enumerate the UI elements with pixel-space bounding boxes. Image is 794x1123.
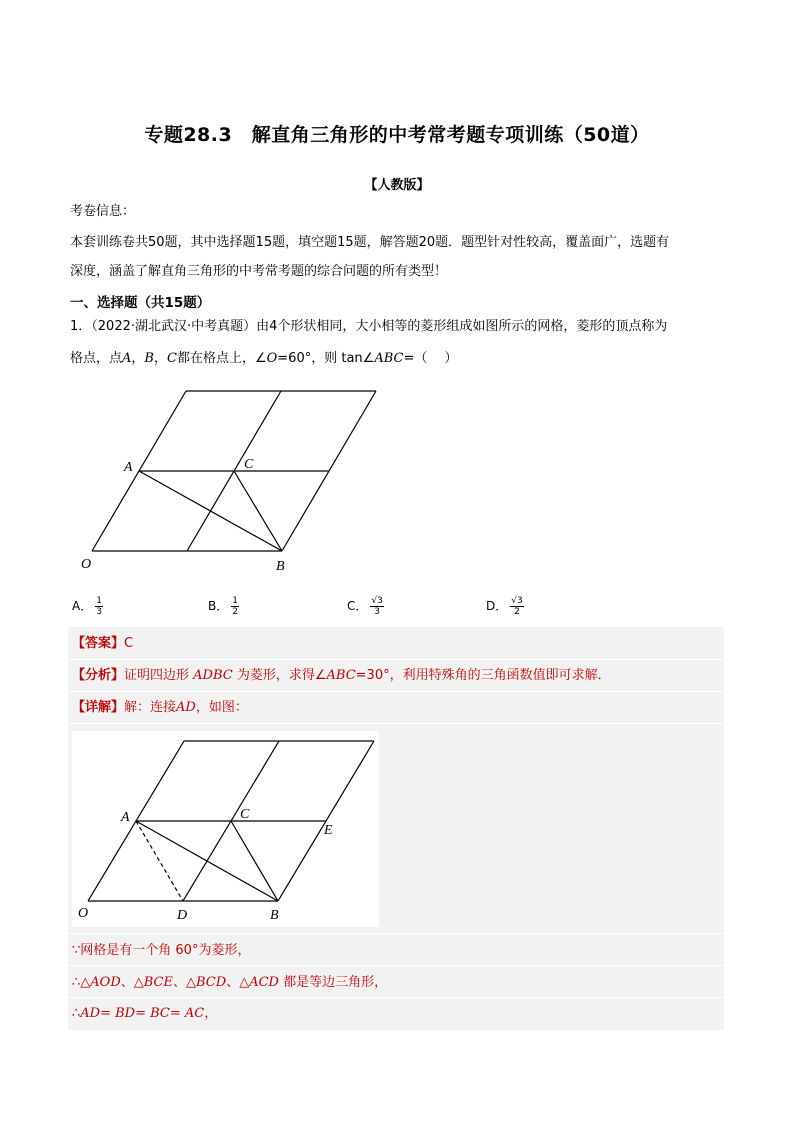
denominator: 3 <box>96 607 102 617</box>
numerator: √3 <box>371 596 383 606</box>
intro-label: 考卷信息： <box>70 204 136 219</box>
separator: 、 <box>226 975 240 990</box>
question-text-2a: 格点，点 <box>70 351 123 366</box>
angle-abc-label: ABC <box>374 351 404 366</box>
denominator: 3 <box>374 607 380 617</box>
point-a-label: A <box>122 351 132 366</box>
analysis-line <box>72 668 611 684</box>
analysis-text: 为菱形，求得∠ <box>232 668 327 683</box>
figure-label-b: B <box>276 559 285 574</box>
numerator: √3 <box>511 596 523 606</box>
solution-step-2 <box>72 975 387 991</box>
page-title: 专题28.3 解直角三角形的中考常考题专项训练（50道） <box>144 124 650 146</box>
divider <box>68 997 724 998</box>
analysis-shape: ADBC <box>193 668 233 683</box>
triangle-label: △BCE <box>133 975 173 990</box>
question-text-2c: =60°，则 tan∠ <box>277 351 375 366</box>
intro-line-1: 本套训练卷共50题，其中选择题15题，填空题15题，解答题20题．题型针对性较高，覆盖面广，选题有 <box>70 235 670 250</box>
figure-label-o: O <box>78 906 89 921</box>
separator: ， <box>131 351 145 366</box>
question-1-line-1 <box>70 319 667 335</box>
separator: 、 <box>173 975 187 990</box>
analysis-angle: ABC <box>326 668 356 683</box>
solution-step-1: ∵网格是有一个角 60°为菱形， <box>72 943 251 958</box>
answer-tag: 【答案】 <box>72 636 125 651</box>
fraction <box>231 596 239 617</box>
numerator: 1 <box>96 596 102 606</box>
equation: AD= BD= BC= AC <box>80 1006 205 1021</box>
segment-cb <box>234 471 282 551</box>
solution-figure <box>72 731 379 927</box>
page-subtitle: 【人教版】 <box>364 178 430 193</box>
solution-step-3 <box>72 1006 217 1022</box>
question-text-1: 由4个形状相同，大小相等的菱形组成如图所示的网格，菱形的顶点称为 <box>256 319 668 334</box>
detail-line <box>72 700 248 716</box>
step-text: ， <box>204 1006 218 1021</box>
option-d[interactable] <box>486 596 524 617</box>
point-c-label: C <box>167 351 177 366</box>
option-letter: B． <box>208 599 229 613</box>
divider <box>68 723 724 724</box>
figure-label-e: E <box>324 823 333 838</box>
point-o-label: O <box>266 351 278 366</box>
question-text-2d: =（ ） <box>403 351 458 366</box>
figure-label-a: A <box>124 460 133 475</box>
question-text-2b: 都在格点上，∠ <box>176 351 267 366</box>
analysis-tag: 【分析】 <box>72 668 125 683</box>
step-text: 都是等边三角形， <box>278 975 388 990</box>
divider <box>68 691 724 692</box>
fraction <box>370 596 383 617</box>
triangle-label: △AOD <box>80 975 121 990</box>
denominator: 2 <box>514 607 520 617</box>
triangle-label: △BCD <box>186 975 227 990</box>
divider <box>68 965 724 966</box>
fraction <box>510 596 523 617</box>
figure-label-c: C <box>244 457 254 472</box>
answer-line <box>72 636 133 652</box>
section-heading: 一、选择题（共15题） <box>70 295 211 311</box>
figure-background <box>72 731 379 927</box>
figure-label-a: A <box>121 810 130 825</box>
fraction <box>95 596 103 617</box>
figure-label-d: D <box>177 908 188 923</box>
detail-text: ，如图： <box>195 700 248 715</box>
divider <box>68 933 724 934</box>
answer-value: C <box>124 636 134 651</box>
figure-label-b: B <box>270 908 279 923</box>
separator: ， <box>153 351 167 366</box>
separator: 、 <box>120 975 134 990</box>
detail-segment: AD <box>176 700 196 715</box>
figure-label-c: C <box>240 807 250 822</box>
option-a[interactable] <box>72 596 103 617</box>
segment-ab <box>139 471 282 551</box>
therefore-symbol: ∴ <box>72 975 81 990</box>
analysis-text: 证明四边形 <box>124 668 194 683</box>
triangle-label: △ACD <box>239 975 279 990</box>
detail-tag: 【详解】 <box>72 700 125 715</box>
option-letter: C． <box>347 599 368 613</box>
intro-line-2: 深度，涵盖了解直角三角形的中考常考题的综合问题的所有类型！ <box>70 264 448 279</box>
therefore-symbol: ∴ <box>72 1006 81 1021</box>
divider <box>68 659 724 660</box>
analysis-text: =30°，利用特殊角的三角函数值即可求解． <box>355 668 611 683</box>
option-letter: D． <box>486 599 508 613</box>
question-number: 1． <box>70 319 92 334</box>
option-letter: A． <box>72 599 93 613</box>
numerator: 1 <box>232 596 238 606</box>
option-b[interactable] <box>208 596 239 617</box>
denominator: 2 <box>232 607 238 617</box>
question-1-line-2 <box>70 351 457 367</box>
point-b-label: B <box>144 351 154 366</box>
rhombus-grid-figure <box>75 385 395 580</box>
detail-text: 解：连接 <box>124 700 177 715</box>
option-c[interactable] <box>347 596 384 617</box>
question-source: （2022·湖北武汉·中考真题） <box>91 319 257 334</box>
figure-label-o: O <box>81 557 92 572</box>
